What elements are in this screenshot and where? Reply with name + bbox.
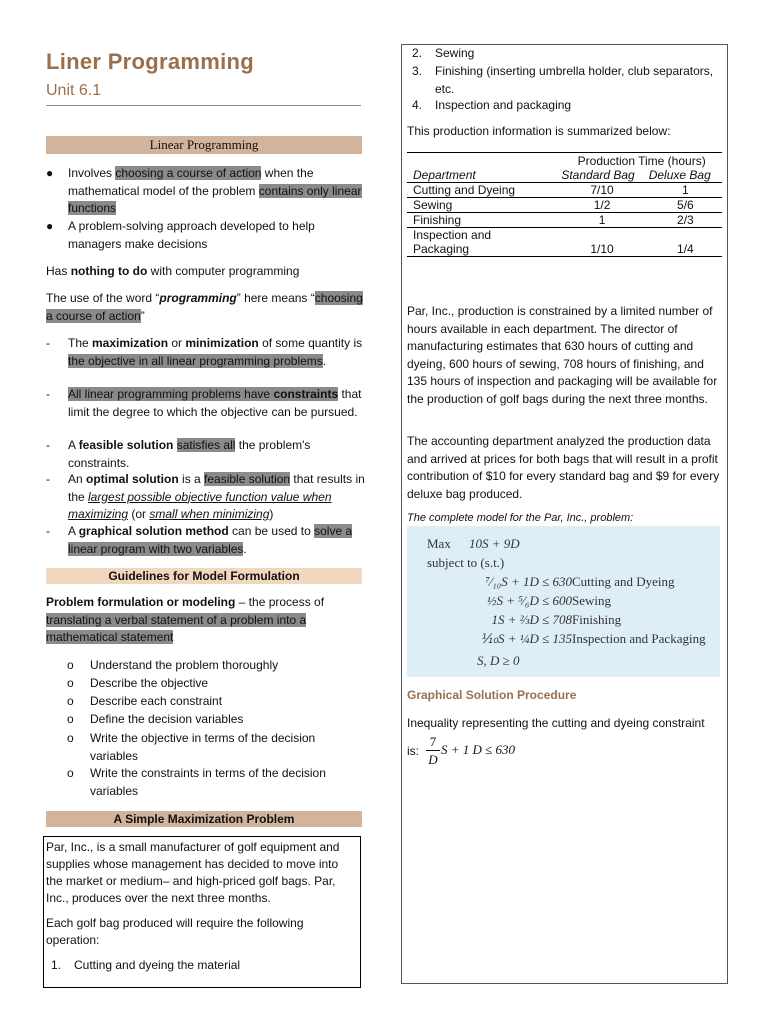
table-row: Cutting and Dyeing 7/10 1 bbox=[407, 183, 722, 198]
highlighted-text: the objective in all linear programming problems bbox=[68, 353, 323, 368]
guideline-item: o Define the decision variables bbox=[67, 712, 244, 726]
constraint-name: Inspection and Packaging bbox=[572, 631, 706, 646]
paragraph-formulation: Problem formulation or modeling – the process of translating a verbal statement of a problem into a mathematical statement bbox=[46, 595, 325, 644]
guideline-item: o Describe each constraint bbox=[67, 694, 223, 708]
section-band-guidelines: Guidelines for Model Formulation bbox=[46, 568, 362, 584]
table-header-deluxe: Deluxe Bag bbox=[648, 168, 711, 182]
paragraph-nothing-to-do: Has nothing to do with computer programming bbox=[46, 264, 300, 278]
constraint-expression: 1S + ⅔D ≤ 708 bbox=[491, 612, 572, 627]
accounting-paragraph: The accounting department analyzed the production data and arrived at prices for both bags that will result in a profit contribution of $10 for every standard bag and $9 for every deluxe bag produced. bbox=[407, 434, 720, 501]
model-box bbox=[407, 526, 720, 677]
constraint-name: Sewing bbox=[572, 593, 611, 608]
production-time-table bbox=[407, 152, 722, 257]
operation-item: 3. Finishing (inserting umbrella holder, club separators, etc. bbox=[412, 64, 714, 96]
constraint-expression: ½S + ⁵⁄₆D ≤ 600 bbox=[486, 593, 572, 608]
table-header-standard: Standard Bag bbox=[561, 168, 635, 182]
bullet-item: ● Involves choosing a course of action when the mathematical model of the problem contains only linear functions bbox=[46, 166, 362, 215]
operation-item: 4. Inspection and packaging bbox=[412, 98, 572, 112]
bullet-dot-icon: ● bbox=[46, 166, 54, 180]
table-header-department: Department bbox=[413, 168, 476, 182]
fraction-numerator: 7 bbox=[429, 734, 437, 749]
table-row: Finishing 1 2/3 bbox=[407, 213, 722, 228]
bullet-item: ● A problem-solving approach developed to help managers make decisions bbox=[46, 219, 315, 251]
summary-sentence: This production information is summarized below: bbox=[407, 124, 671, 138]
section-band-maximization: A Simple Maximization Problem bbox=[46, 811, 362, 827]
model-caption: The complete model for the Par, Inc., problem: bbox=[407, 512, 634, 524]
table-group-header: Production Time (hours) bbox=[577, 154, 706, 168]
highlighted-text: choosing a course of action bbox=[46, 291, 363, 323]
par-inc-problem-box bbox=[43, 836, 361, 988]
subject-to-label: subject to (s.t.) bbox=[427, 555, 505, 570]
guideline-item: o Write the constraints in terms of the decision variables bbox=[67, 766, 326, 798]
objective-label: Max bbox=[427, 536, 451, 551]
highlighted-text: feasible solution bbox=[204, 472, 291, 486]
constraint-name: Cutting and Dyeing bbox=[572, 574, 675, 589]
inequality-formula: is: 7 D S + 1 D ≤ 630 bbox=[407, 734, 516, 767]
constraint-paragraph: Par, Inc., production is constrained by a limited number of hours available in each department. The director of manufacturing estimates that 630 hours of cutting and dyeing, 600 hours of sewing, 708 hours of finishing, and 135 hours of inspection and packaging will be available for the production of golf bags during the next three months. bbox=[407, 304, 718, 406]
dash-list-item: - A graphical solution method can be used to solve a linear program with two variables. bbox=[46, 524, 353, 556]
section-band-linear-programming: Linear Programming bbox=[46, 136, 362, 154]
highlighted-text: solve a linear program with two variables bbox=[68, 524, 353, 556]
table-row: Inspection and Packaging 1/10 1/4 bbox=[407, 228, 722, 257]
inequality-text: Inequality representing the cutting and dyeing constraint bbox=[407, 716, 705, 730]
highlighted-text: translating a verbal statement of a problem into a mathematical statement bbox=[46, 612, 307, 644]
graphical-solution-heading: Graphical Solution Procedure bbox=[407, 688, 577, 702]
highlighted-text: All linear programming problems have bbox=[68, 387, 274, 401]
guideline-item: o Write the objective in terms of the decision variables bbox=[67, 731, 316, 763]
highlighted-text: satisfies all bbox=[176, 438, 236, 452]
box-paragraph: Par, Inc., is a small manufacturer of golf equipment and supplies whose management has decided to move into the market or medium– and high-priced golf bags. Par, Inc., produces over the next three months. bbox=[46, 840, 340, 905]
highlighted-text: contains only linear functions bbox=[68, 183, 362, 215]
operation-item: 1. Cutting and dyeing the material bbox=[51, 958, 241, 972]
guideline-item: o Describe the objective bbox=[67, 676, 209, 690]
objective-function: 10S + 9D bbox=[469, 536, 520, 551]
highlighted-text: constraints bbox=[273, 387, 339, 401]
bullet-dot-icon: ● bbox=[46, 219, 54, 233]
dash-list-item: - An optimal solution is a feasible solution that results in the largest possible objective function value when maximizing (or small when minimizing) bbox=[46, 472, 365, 521]
constraint-expression: ⁷⁄₁₀S + 1D ≤ 630 bbox=[485, 574, 572, 589]
table-row: Sewing 1/2 5/6 bbox=[407, 198, 722, 213]
title-divider bbox=[46, 105, 361, 106]
dash-list-item: - A feasible solution satisfies all the problem's constraints. bbox=[46, 438, 311, 470]
constraint-name: Finishing bbox=[572, 612, 622, 627]
highlighted-text: choosing a course of action bbox=[115, 166, 262, 180]
guideline-item: o Understand the problem thoroughly bbox=[67, 658, 279, 672]
fraction-bar bbox=[426, 750, 440, 751]
constraint-expression: ⅒S + ¼D ≤ 135 bbox=[480, 631, 572, 646]
box-paragraph: Each golf bag produced will require the following operation: bbox=[46, 916, 304, 947]
unit-label: Unit 6.1 bbox=[46, 82, 102, 99]
fraction-denominator: D bbox=[428, 752, 438, 767]
dash-list-item: - The maximization or minimization of some quantity is the objective in all linear programming problems. bbox=[46, 336, 363, 368]
inequality-rest: S + 1 D ≤ 630 bbox=[441, 742, 516, 757]
dash-list-item: - All linear programming problems have constraints that limit the degree to which the objective can be pursued. bbox=[46, 387, 362, 419]
paragraph-programming-meaning: The use of the word “programming” here means “choosing a course of action” bbox=[46, 291, 363, 323]
nonnegativity-constraint: S, D ≥ 0 bbox=[477, 653, 520, 668]
document-title: Liner Programming bbox=[46, 49, 255, 74]
operation-item: 2. Sewing bbox=[412, 46, 475, 60]
